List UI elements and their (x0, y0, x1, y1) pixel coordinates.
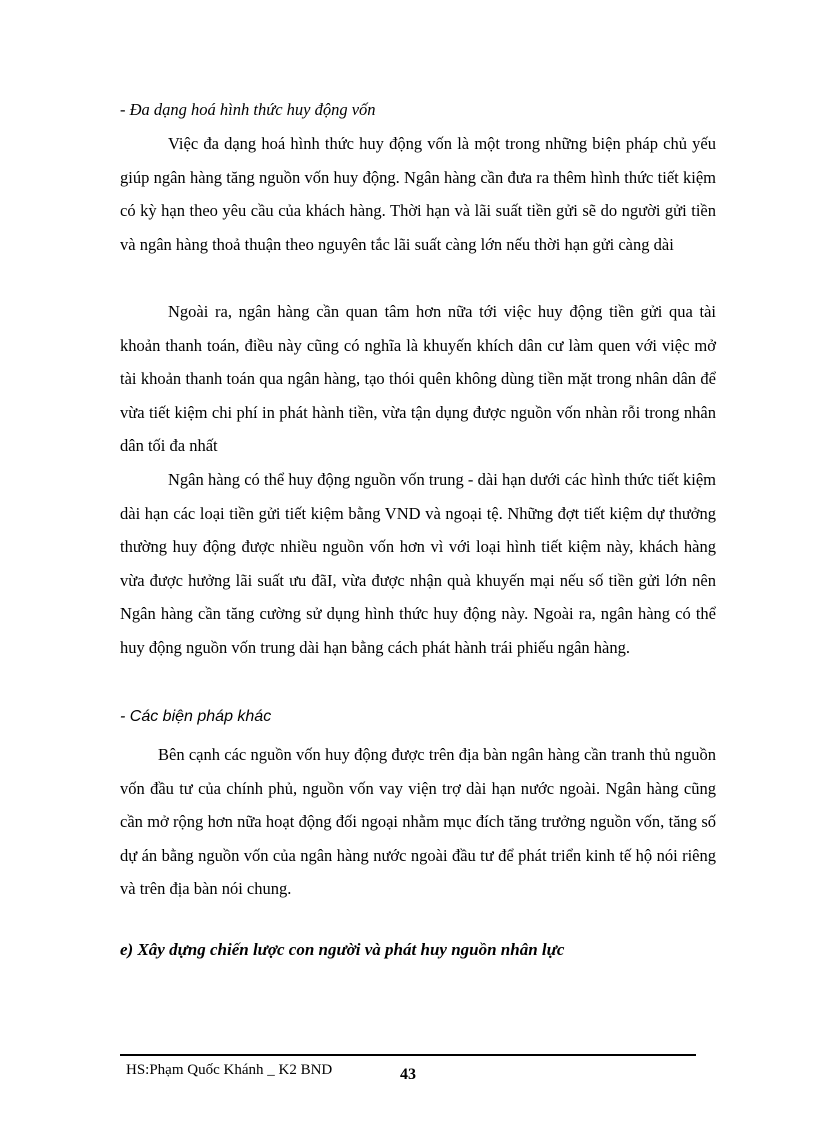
paragraph-medium-long-term: Ngân hàng có thể huy động nguồn vốn trung - dài hạn dưới các hình thức tiết kiệm dài hạn các loại tiền gửi tiết kiệm bằng VND và ngoại tệ. Những đợt tiết kiệm dự thưởng thường huy động được nhiều nguồn vốn hơn vì với loại hình tiết kiệm này, khách hàng vừa được hưởng lãi suất ưu đãI, vừa được nhận quà khuyến mại nếu số tiền gửi lớn nên Ngân hàng cần tăng cường sử dụng hình thức huy động này. Ngoài ra, ngân hàng có thể huy động nguồn vốn trung dài hạn bằng cách phát hành trái phiếu ngân hàng. (120, 470, 716, 657)
section-heading-human-resources: e) Xây dựng chiến lược con người và phát huy nguồn nhân lực (120, 940, 565, 959)
paragraph-payment-accounts: Ngoài ra, ngân hàng cần quan tâm hơn nữa tới việc huy động tiền gửi qua tài khoản thanh toán, điều này cũng có nghĩa là khuyến khích dân cư làm quen với việc mở tài khoản thanh toán qua ngân hàng, tạo thói quên không dùng tiền mặt trong nhân dân để vừa tiết kiệm chi phí in phát hành tiền, vừa tận dụng được nguồn vốn nhàn rỗi trong nhân dân tối đa nhất (120, 302, 716, 455)
footer-divider (120, 1054, 696, 1056)
footer-author: HS:Phạm Quốc Khánh _ K2 BND (126, 1062, 333, 1078)
section-heading-diversify: - Đa dạng hoá hình thức huy động vốn (120, 100, 376, 119)
paragraph-other-measures: Bên cạnh các nguồn vốn huy động được trên địa bàn ngân hàng cần tranh thủ nguồn vốn đầu tư của chính phủ, nguồn vốn vay viện trợ dài hạn nước ngoài. Ngân hàng cũng cần mở rộng hơn nữa hoạt động đối ngoại nhằm mục đích tăng trưởng nguồn vốn, tăng số dự án bằng nguồn vốn của ngân hàng nước ngoài đầu tư để phát triển kinh tế hộ nói riêng và trên địa bàn nói chung. (120, 745, 716, 898)
page-number: 43 (400, 1066, 416, 1083)
paragraph-diversify-methods: Việc đa dạng hoá hình thức huy động vốn là một trong những biện pháp chủ yếu giúp ngân hàng tăng nguồn vốn huy động. Ngân hàng cần đưa ra thêm hình thức tiết kiệm có kỳ hạn theo yêu cầu của khách hàng. Thời hạn và lãi suất tiền gửi sẽ do người gửi tiền và ngân hàng thoả thuận theo nguyên tắc lãi suất càng lớn nếu thời hạn gửi càng dài (120, 134, 716, 254)
section-heading-other-measures: - Các biện pháp khác (120, 708, 272, 725)
